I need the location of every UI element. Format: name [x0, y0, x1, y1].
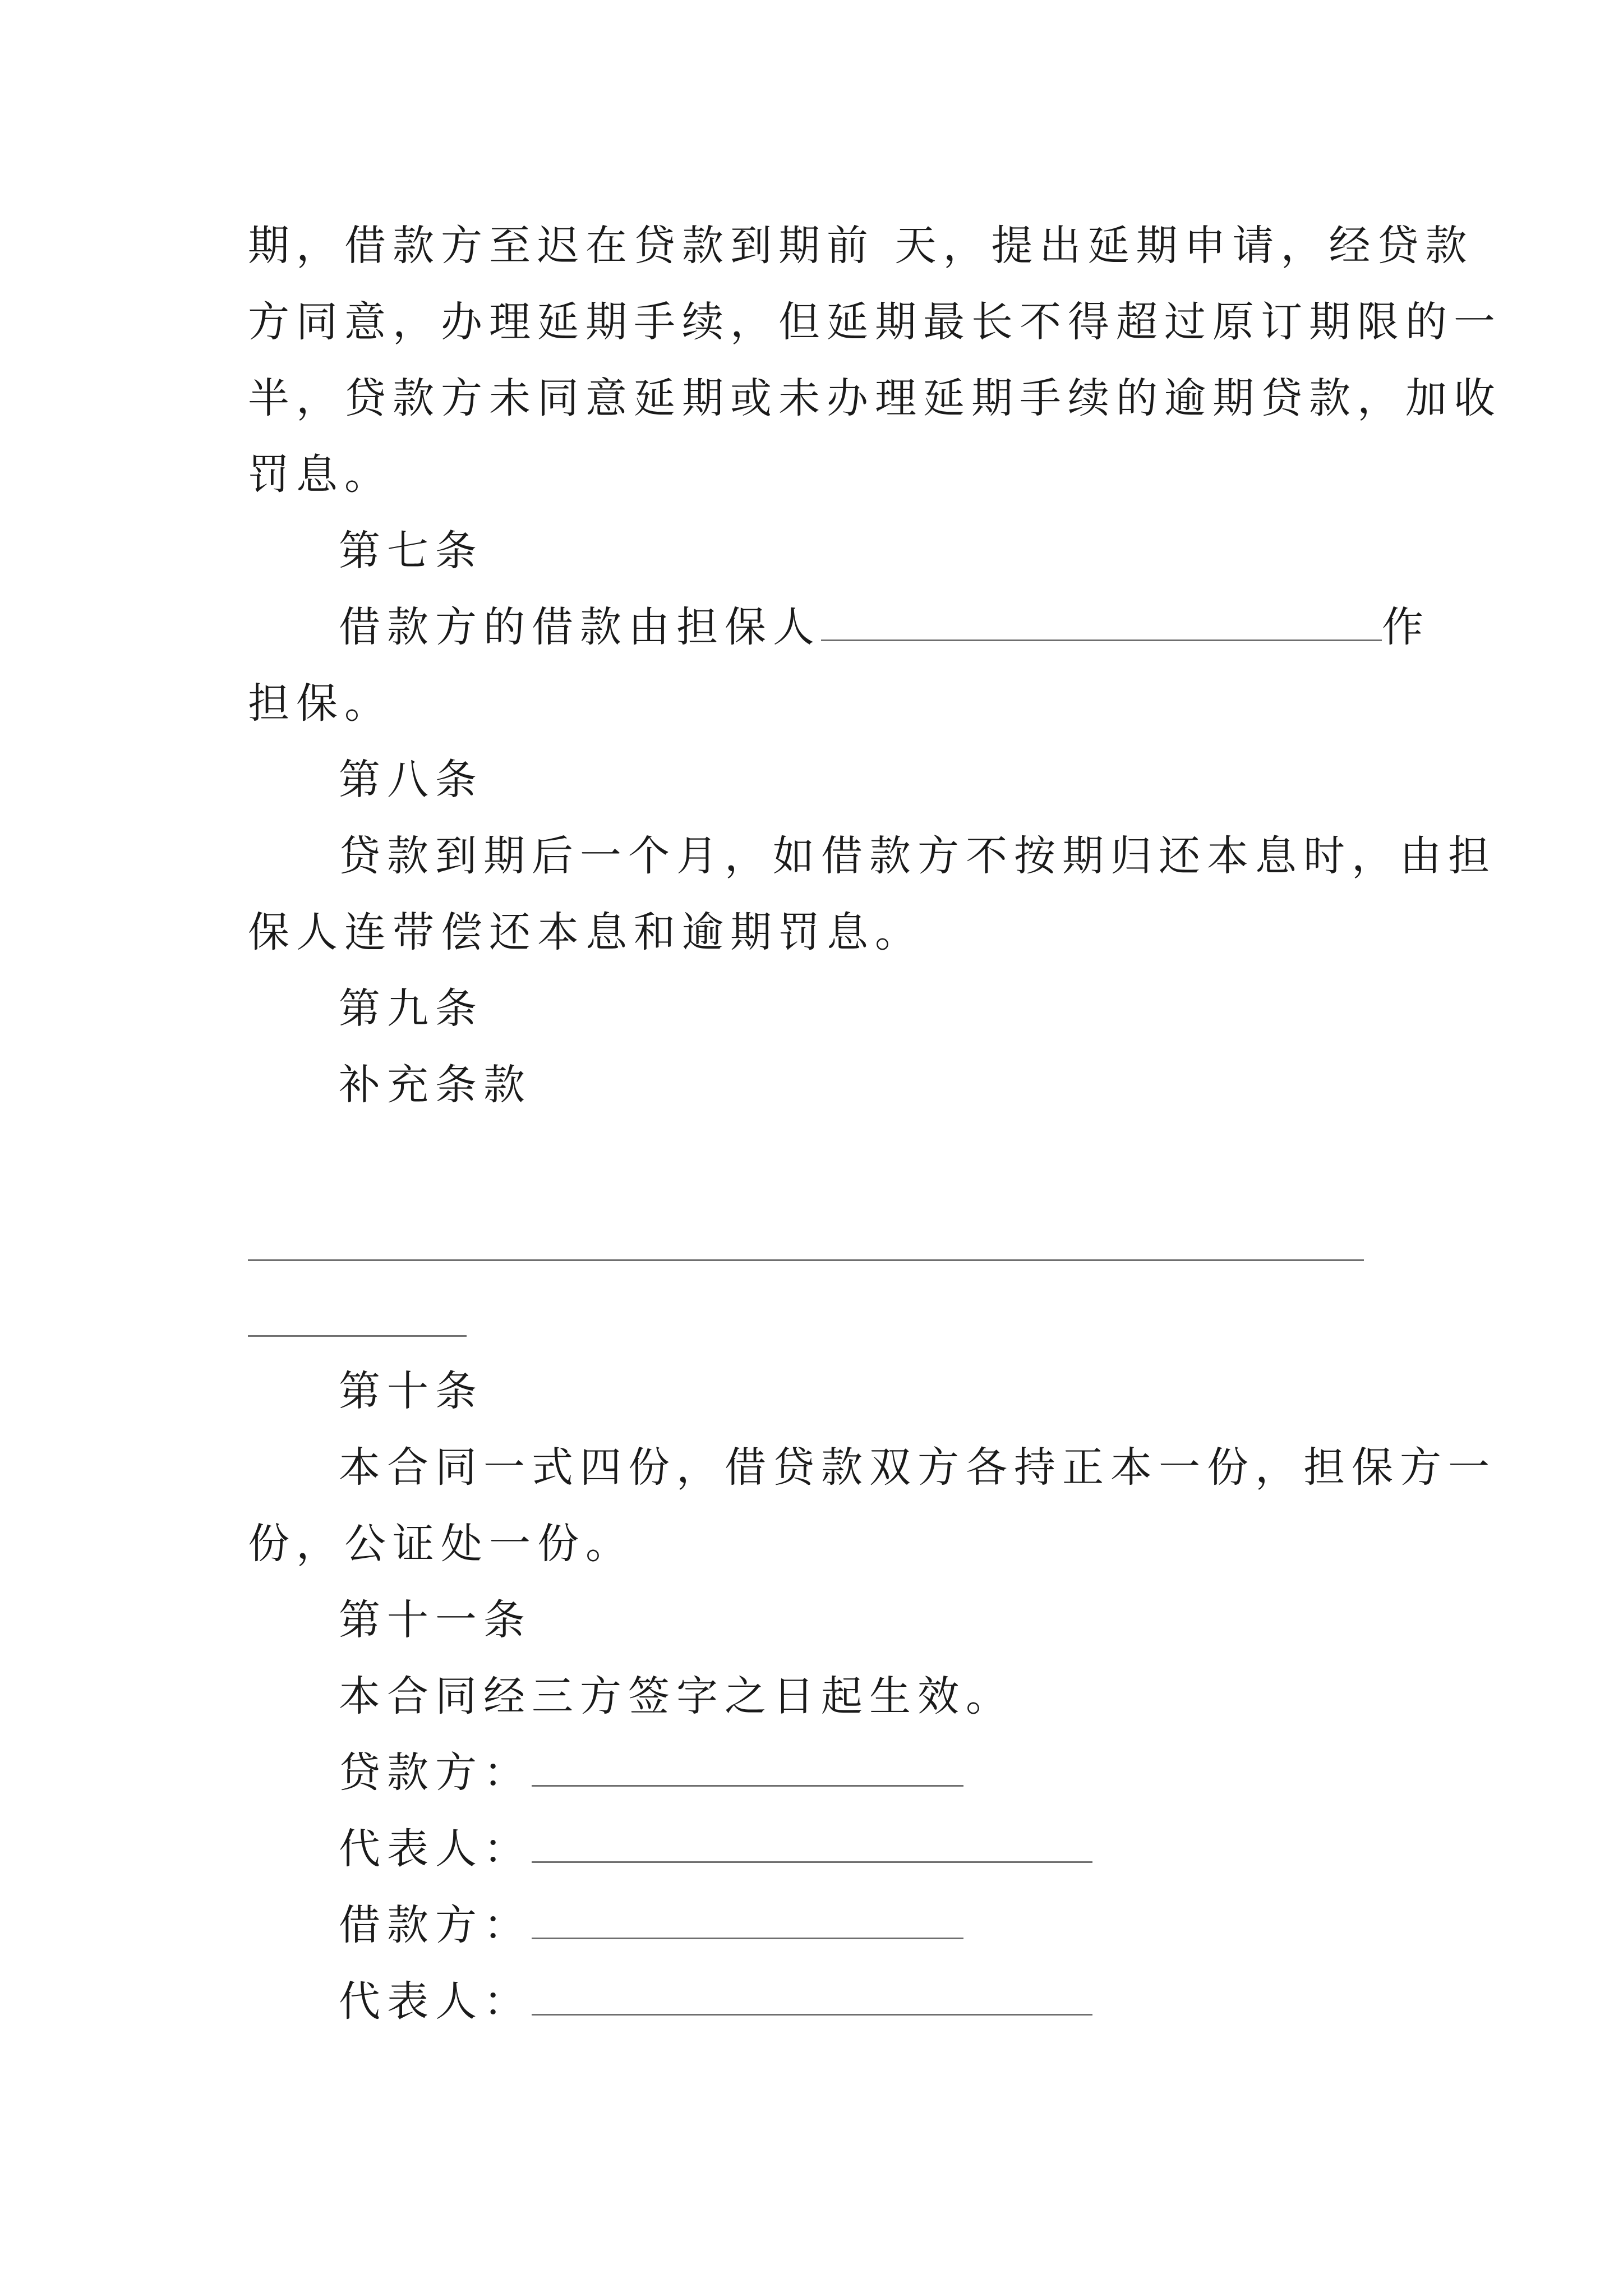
- lender-rep-signature-blank[interactable]: [532, 1822, 1092, 1863]
- signature-line-borrower: [339, 1897, 963, 1953]
- signature-line-lender-rep: [339, 1821, 1092, 1877]
- article-heading: 第九条: [339, 984, 483, 1033]
- paragraph-line: 贷款到期后一个月，如借款方不按期归还本息时，由担: [339, 832, 1496, 880]
- supplementary-terms-blank-line[interactable]: [248, 1259, 1364, 1261]
- clause-text: 作: [1382, 603, 1430, 651]
- signature-label: 借款方：: [339, 1901, 532, 1949]
- signature-line-borrower-rep: [339, 1973, 1092, 2030]
- lender-signature-blank[interactable]: [532, 1746, 963, 1787]
- paragraph-line: 期，借款方至迟在贷款到期前 天，提出延期申请，经贷款: [248, 222, 1474, 270]
- signature-label: 代表人：: [339, 1825, 532, 1873]
- guarantor-name-blank[interactable]: [821, 600, 1382, 641]
- guarantor-clause-line: [339, 599, 1430, 655]
- article-heading: 第十一条: [339, 1596, 532, 1644]
- signature-label: 代表人：: [339, 1977, 532, 2026]
- paragraph-line: 方同意，办理延期手续，但延期最长不得超过原订期限的一: [248, 298, 1502, 346]
- supplementary-terms-blank-line[interactable]: [248, 1335, 467, 1337]
- borrower-signature-blank[interactable]: [532, 1898, 963, 1939]
- signature-label: 贷款方：: [339, 1749, 532, 1797]
- article-heading: 第八条: [339, 756, 483, 804]
- signature-line-lender: [339, 1745, 963, 1801]
- paragraph-line: 本合同一式四份，借贷款双方各持正本一份，担保方一: [339, 1443, 1496, 1492]
- article-heading: 第十条: [339, 1367, 483, 1415]
- paragraph-line: 本合同经三方签字之日起生效。: [339, 1672, 1014, 1720]
- paragraph-line: 份，公证处一份。: [248, 1520, 634, 1568]
- paragraph-line: 担保。: [248, 679, 393, 728]
- paragraph-line: 罚息。: [248, 450, 393, 499]
- paragraph-line: 补充条款: [339, 1061, 532, 1109]
- borrower-rep-signature-blank[interactable]: [532, 1975, 1092, 2016]
- clause-text: 借款方的借款由担保人: [339, 603, 821, 651]
- paragraph-line: 保人连带偿还本息和逾期罚息。: [248, 908, 923, 956]
- article-heading: 第七条: [339, 527, 483, 575]
- paragraph-line: 半，贷款方未同意延期或未办理延期手续的逾期贷款，加收: [248, 374, 1502, 422]
